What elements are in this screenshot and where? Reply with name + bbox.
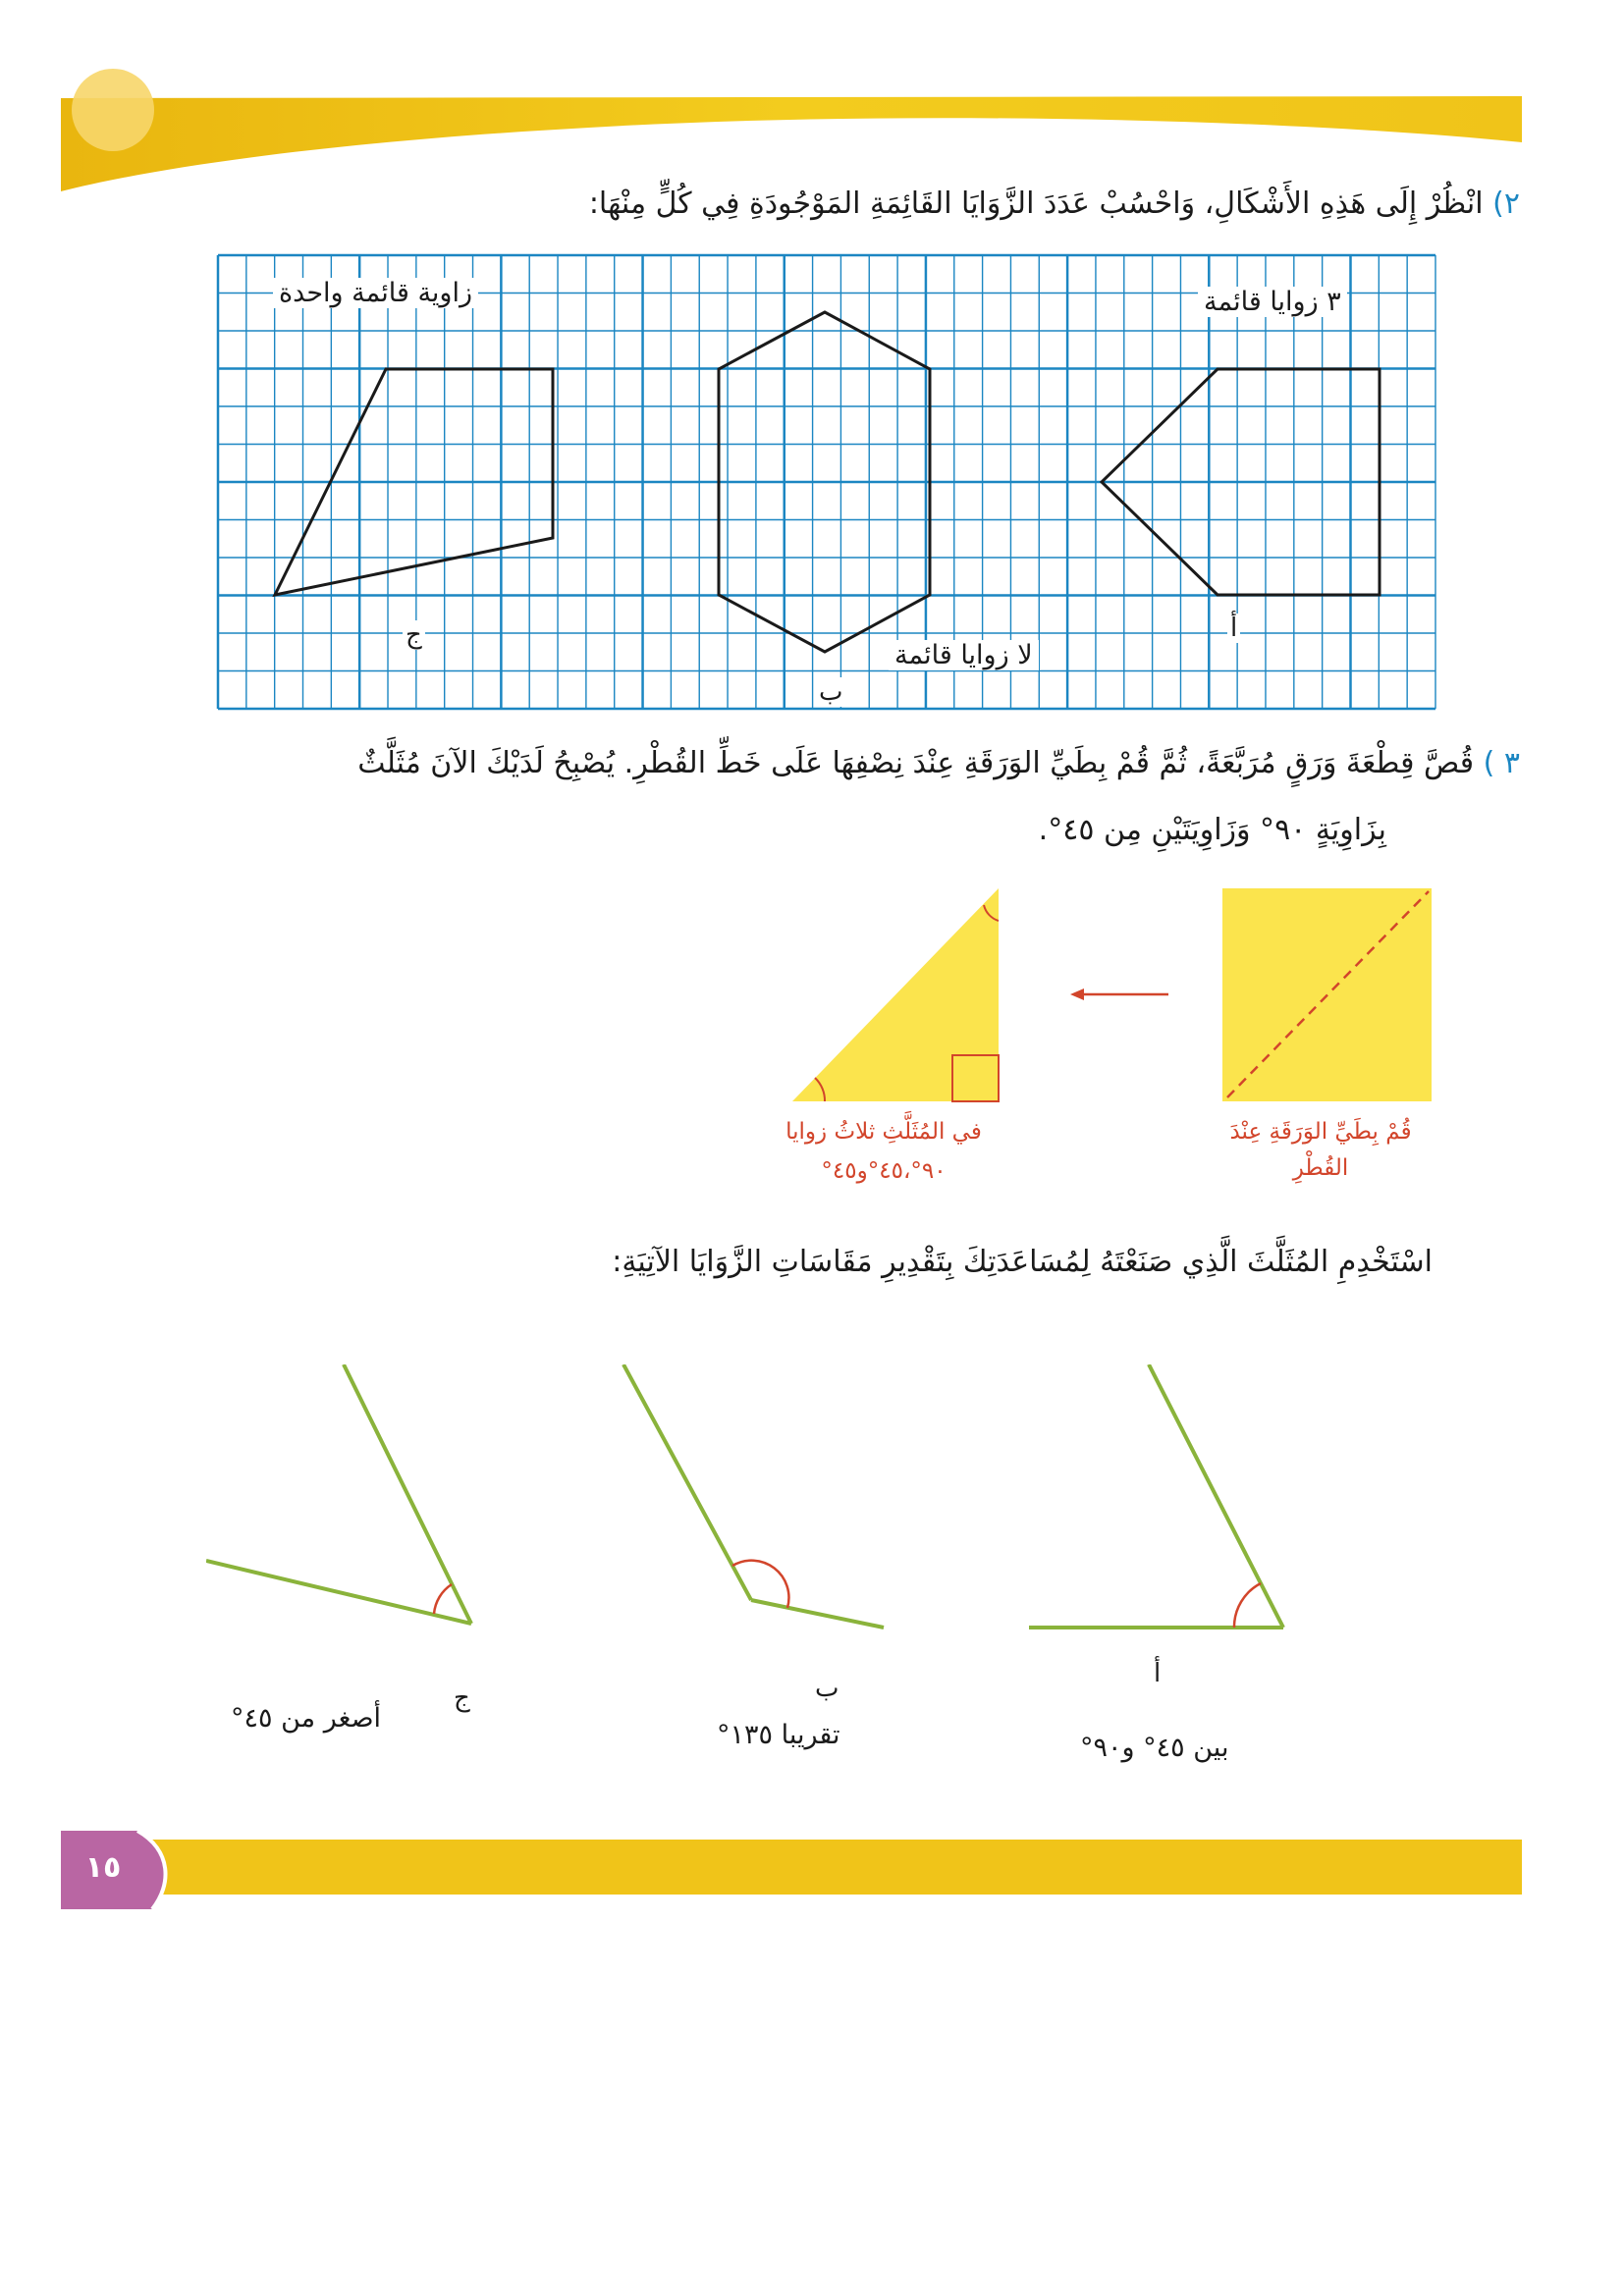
angle-b-letter: ب <box>815 1674 839 1703</box>
grid-lines <box>218 255 1435 709</box>
question-body: انْظُرْ إِلَى هَذِهِ الأَشْكَالِ، وَاحْسُبْ عَدَدَ الزَّوَايَا القَائِمَةِ المَوْجُودَةِ فِي كُلٍّ مِنْهَا: <box>588 187 1484 221</box>
top-band <box>0 0 1624 216</box>
bottom-band <box>0 1826 1624 1914</box>
angle-a-letter: أ <box>1154 1659 1162 1688</box>
page-number: ١٥ <box>84 1850 122 1885</box>
triangle-caption-2: ٩٠°،٤٥°و٤٥° <box>821 1158 947 1184</box>
angle-a-estimate: بين ٤٥° و٩٠° <box>1080 1733 1229 1763</box>
fold-caption: قُمْ بِطَيِّ الوَرَقَةِ عِنْدَ القُطْرِ <box>1229 1119 1412 1181</box>
triangle-caption-1: في المُثَلَّثِ ثلاثُ زوايا <box>785 1119 982 1145</box>
shape-b-letter: ب <box>816 677 845 707</box>
shape-c-label: زاوية قائمة واحدة <box>273 278 478 308</box>
folding-illustration <box>776 883 1443 1119</box>
question-2-text <box>589 187 1520 221</box>
grid-figure <box>216 253 1438 713</box>
angle-c <box>206 1364 471 1624</box>
folded-triangle <box>792 888 999 1101</box>
question-3-line-1 <box>357 746 1520 780</box>
angle-b <box>623 1364 884 1628</box>
angle-instruction: اسْتَخْدِمِ المُثَلَّثَ الَّذِي صَنَعْتَهُ لِمُسَاعَدَتِكَ بِتَقْدِيرِ مَقَاسَاتِ الزَّوَايَا الآتِيَةِ: <box>612 1245 1433 1279</box>
shape-a-label: ٣ زوايا قائمة <box>1198 287 1347 317</box>
angles-illustration <box>206 1364 1296 1659</box>
question-body: قُصَّ قِطْعَةَ وَرَقٍ مُرَبَّعَةً، ثُمَّ قُمْ بِطَيِّ الوَرَقَةِ عِنْدَ نِصْفِهَا عَلَى خَطِّ القُطْرِ. يُصْبِحُ لَدَيْكَ الآنَ مُثَلَّثٌ <box>357 746 1475 780</box>
angle-c-estimate: أصغر من ٤٥° <box>231 1703 382 1734</box>
angle-a <box>1029 1364 1283 1628</box>
question-number: ٣ ) <box>1483 746 1520 780</box>
shape-b-label: لا زوايا قائمة <box>889 640 1039 670</box>
shape-a-letter: أ <box>1227 614 1240 643</box>
angle-c-letter: ج <box>454 1683 470 1713</box>
shape-c-letter: ج <box>403 620 425 650</box>
question-number: ٢) <box>1492 187 1520 221</box>
angle-b-estimate: تقريبا ١٣٥° <box>717 1720 840 1750</box>
question-3-line-2: بِزَاوِيَةٍ ٩٠° وَزَاوِيَتَيْنِ مِن ٤٥°. <box>1038 813 1386 847</box>
